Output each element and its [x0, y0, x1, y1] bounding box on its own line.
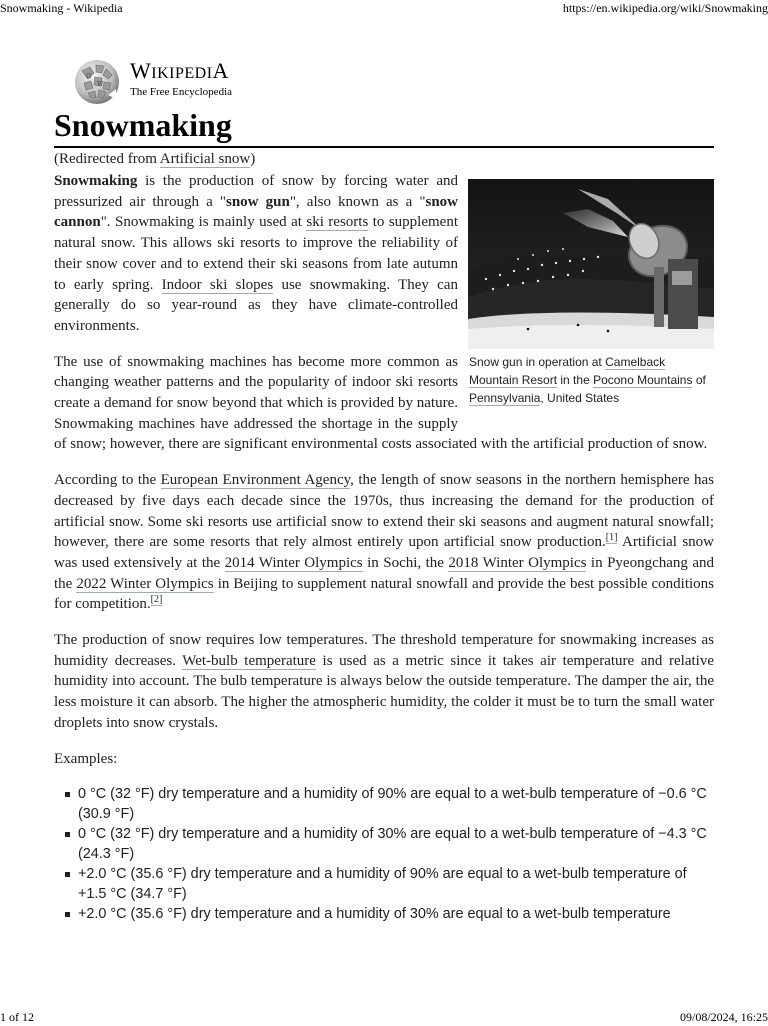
list-item: 0 °C (32 °F) dry temperature and a humidity of 30% are equal to a wet-bulb temperature of −4.3 °C (24.3 °F)	[78, 824, 714, 864]
wikipedia-tagline: The Free Encyclopedia	[130, 86, 233, 98]
examples-list	[54, 784, 714, 924]
reference-1[interactable]: [1]	[605, 532, 618, 544]
link-pennsylvania[interactable]: Pennsylvania	[469, 391, 541, 405]
link-ski-resorts[interactable]: ski resorts	[306, 214, 369, 231]
link-indoor-ski-slopes[interactable]: Indoor ski slopes	[161, 276, 274, 293]
infobox-figure	[468, 179, 714, 407]
paragraph-temperature: The production of snow requires low temperatures. The threshold temperature for snowmaking increases as humidity decreases. Wet-bulb temperature is used as a metric since it takes air temperature and relative humidity into account. The bulb temperature is always below the outside temperature. The damper the air, the less moisture it can absorb. The higher the atmospheric humidity, the colder it must be to turn the small water droplets into snow crystals.	[54, 632, 714, 731]
print-page-title: Snowmaking - Wikipedia	[0, 1, 123, 15]
link-2022-olympics[interactable]: 2022 Winter Olympics	[76, 575, 214, 592]
wikipedia-logo[interactable]	[54, 55, 714, 105]
article-content	[54, 55, 714, 924]
paragraph-usage: The use of snowmaking machines has become more common as changing weather patterns and the popularity of indoor ski resorts create a demand for snow beyond that which is provided by nature. Snowmaking machines have addressed the shortage in the supply of snow; however, there are significant environmental costs associated with the artificial production of snow.	[54, 353, 708, 453]
link-2018-olympics[interactable]: 2018 Winter Olympics	[448, 554, 587, 571]
page-title: Snowmaking	[54, 105, 714, 148]
link-eea[interactable]: European Environment Agency	[160, 472, 351, 489]
redirect-notice: (Redirected from Artificial snow)	[54, 151, 256, 167]
list-item: +2.0 °C (35.6 °F) dry temperature and a humidity of 90% are equal to a wet-bulb temperature of +1.5 °C (34.7 °F)	[78, 864, 714, 904]
wikipedia-globe-icon	[72, 57, 122, 107]
print-timestamp: 09/08/2024, 16:25	[679, 1010, 768, 1024]
link-wet-bulb[interactable]: Wet-bulb temperature	[182, 652, 316, 669]
snow-gun-photo[interactable]	[468, 179, 714, 349]
print-page-counter: 1 of 12	[0, 1010, 34, 1024]
link-2014-olympics[interactable]: 2014 Winter Olympics	[224, 554, 363, 571]
link-camelback[interactable]: Camelback Mountain Resort	[469, 355, 666, 387]
figure-caption: Snow gun in operation at Camelback Mountain Resort in the Pocono Mountains of Pennsylvania, United States	[469, 355, 706, 405]
paragraph-intro: Snowmaking is the production of snow by forcing water and pressurized air through a "snow gun", also known as a "snow cannon". Snowmaking is mainly used at ski resorts to supplement natural snow. This allows ski resorts to improve the reliability of their snow cover and to extend their ski seasons from late autumn to early spring. Indoor ski slopes use snowmaking. They can generally do so year-round as they have climate-controlled environments.	[54, 173, 458, 334]
list-item: 0 °C (32 °F) dry temperature and a humidity of 90% are equal to a wet-bulb temperature of −0.6 °C (30.9 °F)	[78, 784, 714, 824]
reference-2[interactable]: [2]	[150, 594, 163, 606]
examples-heading: Examples:	[54, 750, 118, 767]
svg-text:W: W	[97, 81, 104, 88]
paragraph-history: According to the European Environment Agency, the length of snow seasons in the northern hemisphere has decreased by five days each decade since the 1970s, thus increasing the demand for the production of artificial snow. Some ski resorts use artificial snow to extend their ski seasons and augment natural snowfall; however, there are some resorts that rely almost entirely upon artificial snow production.[1] Artificial snow was used extensively at the 2014 Winter Olympics in Sochi, the 2018 Winter Olympics in Pyeongchang and the 2022 Winter Olympics in Beijing to supplement natural snowfall and provide the best possible conditions for competition.[2]	[54, 472, 715, 613]
svg-text:Ω: Ω	[86, 73, 91, 80]
link-pocono[interactable]: Pocono Mountains	[593, 373, 693, 387]
redirect-link[interactable]: Artificial snow	[159, 151, 251, 167]
print-url[interactable]: https://en.wikipedia.org/wiki/Snowmaking	[562, 1, 768, 15]
wikipedia-wordmark-text: WIKIPEDIA	[130, 58, 229, 83]
print-header	[0, 1, 768, 17]
list-item: +2.0 °C (35.6 °F) dry temperature and a humidity of 30% are equal to a wet-bulb temperature	[78, 904, 714, 924]
wikipedia-wordmark	[130, 60, 232, 99]
